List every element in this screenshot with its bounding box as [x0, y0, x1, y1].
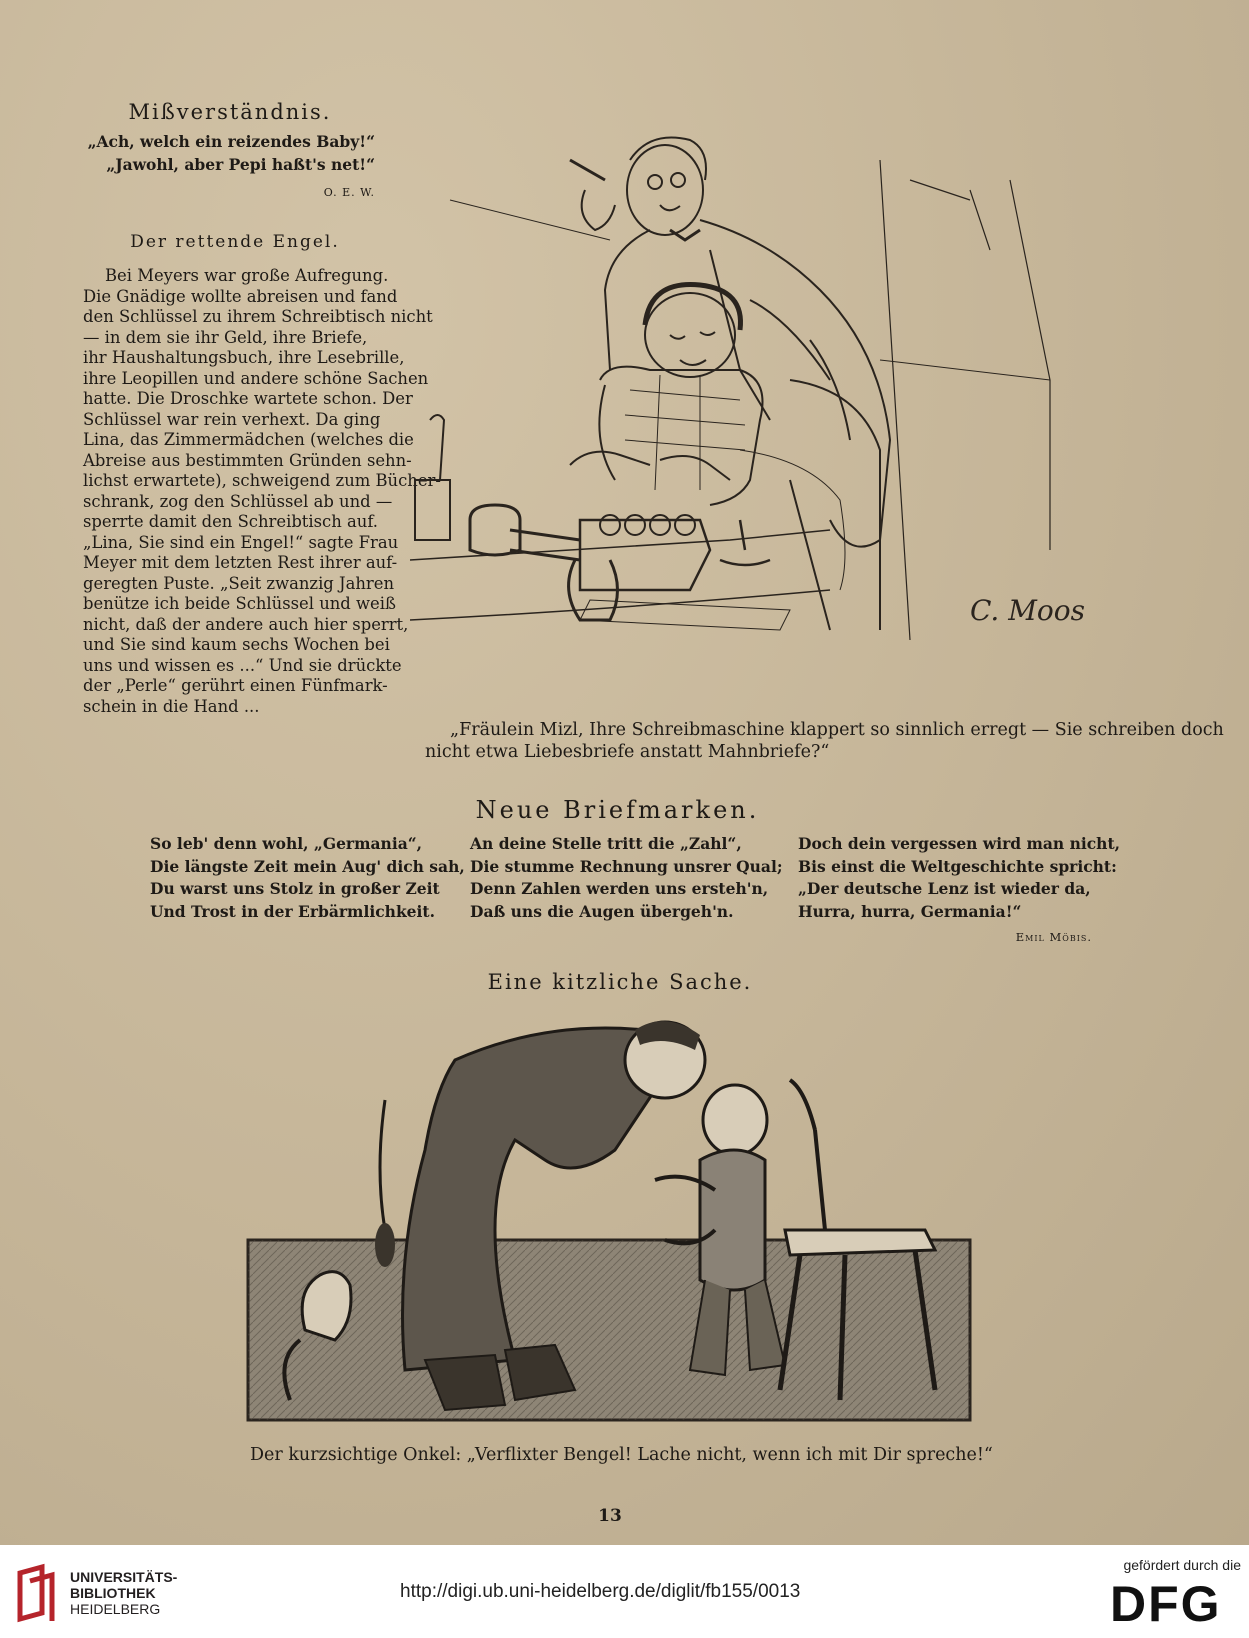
- story-line: nicht, daß der andere auch hier sperrt,: [83, 614, 409, 634]
- typewriter-illustration: [410, 120, 1110, 710]
- poem-line: Denn Zahlen werden uns ersteh'n,: [470, 879, 769, 898]
- title-missverstaendnis: Mißverständnis.: [128, 100, 332, 124]
- story-line: Abreise aus bestimmten Gründen sehn-: [83, 450, 412, 470]
- library-name: [70, 1569, 177, 1617]
- poem-stanza-2: [470, 833, 783, 923]
- story-line: — in dem sie ihr Geld, ihre Briefe,: [83, 327, 368, 347]
- story-line: Lina, das Zimmermädchen (welches die: [83, 430, 414, 449]
- poem-line: „Der deutsche Lenz ist wieder da,: [798, 879, 1091, 898]
- illustration2-caption: Der kurzsichtige Onkel: „Verflixter Bengel! Lache nicht, wenn ich mit Dir spreche!“: [250, 1445, 993, 1465]
- story-line: ihr Haushaltungsbuch, ihre Lesebrille,: [83, 348, 405, 367]
- story-text: [83, 266, 441, 717]
- story-line: der „Perle“ gerührt einen Fünfmark-: [83, 676, 388, 695]
- story-line: ihre Leopillen und andere schöne Sachen: [83, 368, 429, 388]
- title-kitzliche-sache: Eine kitzliche Sache.: [487, 970, 753, 994]
- caption1-line-1: „Fräulein Mizl, Ihre Schreibmaschine klappert so sinnlich erregt — Sie schreiben doch: [450, 720, 1224, 740]
- artist-signature-moos: C. Moos: [970, 594, 1085, 627]
- quote-line-2: „Jawohl, aber Pepi haßt's net!“: [106, 155, 375, 174]
- funded-by-label: gefördert durch die: [1123, 1557, 1241, 1573]
- logo-line-1: UNIVERSITÄTS-: [70, 1569, 178, 1585]
- poem-line: Die längste Zeit mein Aug' dich sah,: [150, 856, 465, 876]
- story-line: schein in die Hand ...: [83, 696, 260, 716]
- poem-line: Und Trost in der Erbärmlichkeit.: [150, 901, 435, 921]
- story-line: Meyer mit dem letzten Rest ihrer auf-: [83, 553, 398, 572]
- story-line: hatte. Die Droschke wartete schon. Der: [83, 389, 413, 408]
- story-line: Schlüssel war rein verhext. Da ging: [83, 409, 381, 429]
- permalink-url[interactable]: http://digi.ub.uni-heidelberg.de/diglit/fb155/0013: [400, 1581, 801, 1602]
- footer-bar: [0, 1545, 1249, 1638]
- story-line: uns und wissen es ...“ Und sie drückte: [83, 655, 402, 675]
- signature-oew: O. E. W.: [323, 186, 375, 199]
- poem-line: Du warst uns Stolz in großer Zeit: [150, 879, 440, 898]
- poem-line: Bis einst die Weltgeschichte spricht:: [798, 856, 1117, 876]
- poem-line: So leb' denn wohl, „Germania“,: [150, 834, 423, 853]
- story-line: Die Gnädige wollte abreisen und fand: [83, 286, 398, 306]
- joke-quote: [70, 130, 375, 176]
- story-line: geregten Puste. „Seit zwanzig Jahren: [83, 573, 394, 593]
- title-rettende-engel: Der rettende Engel.: [130, 232, 340, 252]
- story-line: benütze ich beide Schlüssel und weiß: [83, 594, 396, 613]
- story-line: lichst erwartete), schweigend zum Bücher-: [83, 471, 441, 490]
- title-neue-briefmarken: Neue Briefmarken.: [475, 796, 760, 824]
- poem-line: Doch dein vergessen wird man nicht,: [798, 834, 1121, 853]
- caption1-line-2: nicht etwa Liebesbriefe anstatt Mahnbriefe?“: [425, 741, 830, 762]
- poem-stanza-3: [798, 833, 1120, 923]
- illustration1-caption: [425, 720, 1224, 763]
- poem-line: An deine Stelle tritt die „Zahl“,: [470, 834, 742, 853]
- story-line: schrank, zog den Schlüssel ab und —: [83, 491, 393, 511]
- poem-line: Hurra, hurra, Germania!“: [798, 901, 1022, 921]
- logo-line-3: HEIDELBERG: [70, 1601, 161, 1617]
- logo-line-2: BIBLIOTHEK: [70, 1585, 156, 1601]
- poem-stanza-1: [150, 833, 465, 923]
- poem-line: Die stumme Rechnung unsrer Qual;: [470, 856, 783, 876]
- poem-line: Daß uns die Augen übergeh'n.: [470, 901, 734, 921]
- page-number: 13: [598, 1506, 622, 1526]
- story-line: „Lina, Sie sind ein Engel!“ sagte Frau: [83, 532, 399, 552]
- university-library-logo-icon: [12, 1563, 62, 1623]
- story-line: und Sie sind kaum sechs Wochen bei: [83, 635, 390, 654]
- story-line: den Schlüssel zu ihrem Schreibtisch nicht: [83, 307, 433, 326]
- quote-line-1: „Ach, welch ein reizendes Baby!“: [87, 132, 375, 151]
- dfg-logo: DFG: [1110, 1576, 1222, 1632]
- story-line: sperrte damit den Schreibtisch auf.: [83, 512, 379, 531]
- poem-author: Emil Möbis.: [1015, 930, 1092, 944]
- uncle-and-boy-illustration: [245, 1010, 975, 1430]
- story-line: Bei Meyers war große Aufregung.: [105, 266, 389, 285]
